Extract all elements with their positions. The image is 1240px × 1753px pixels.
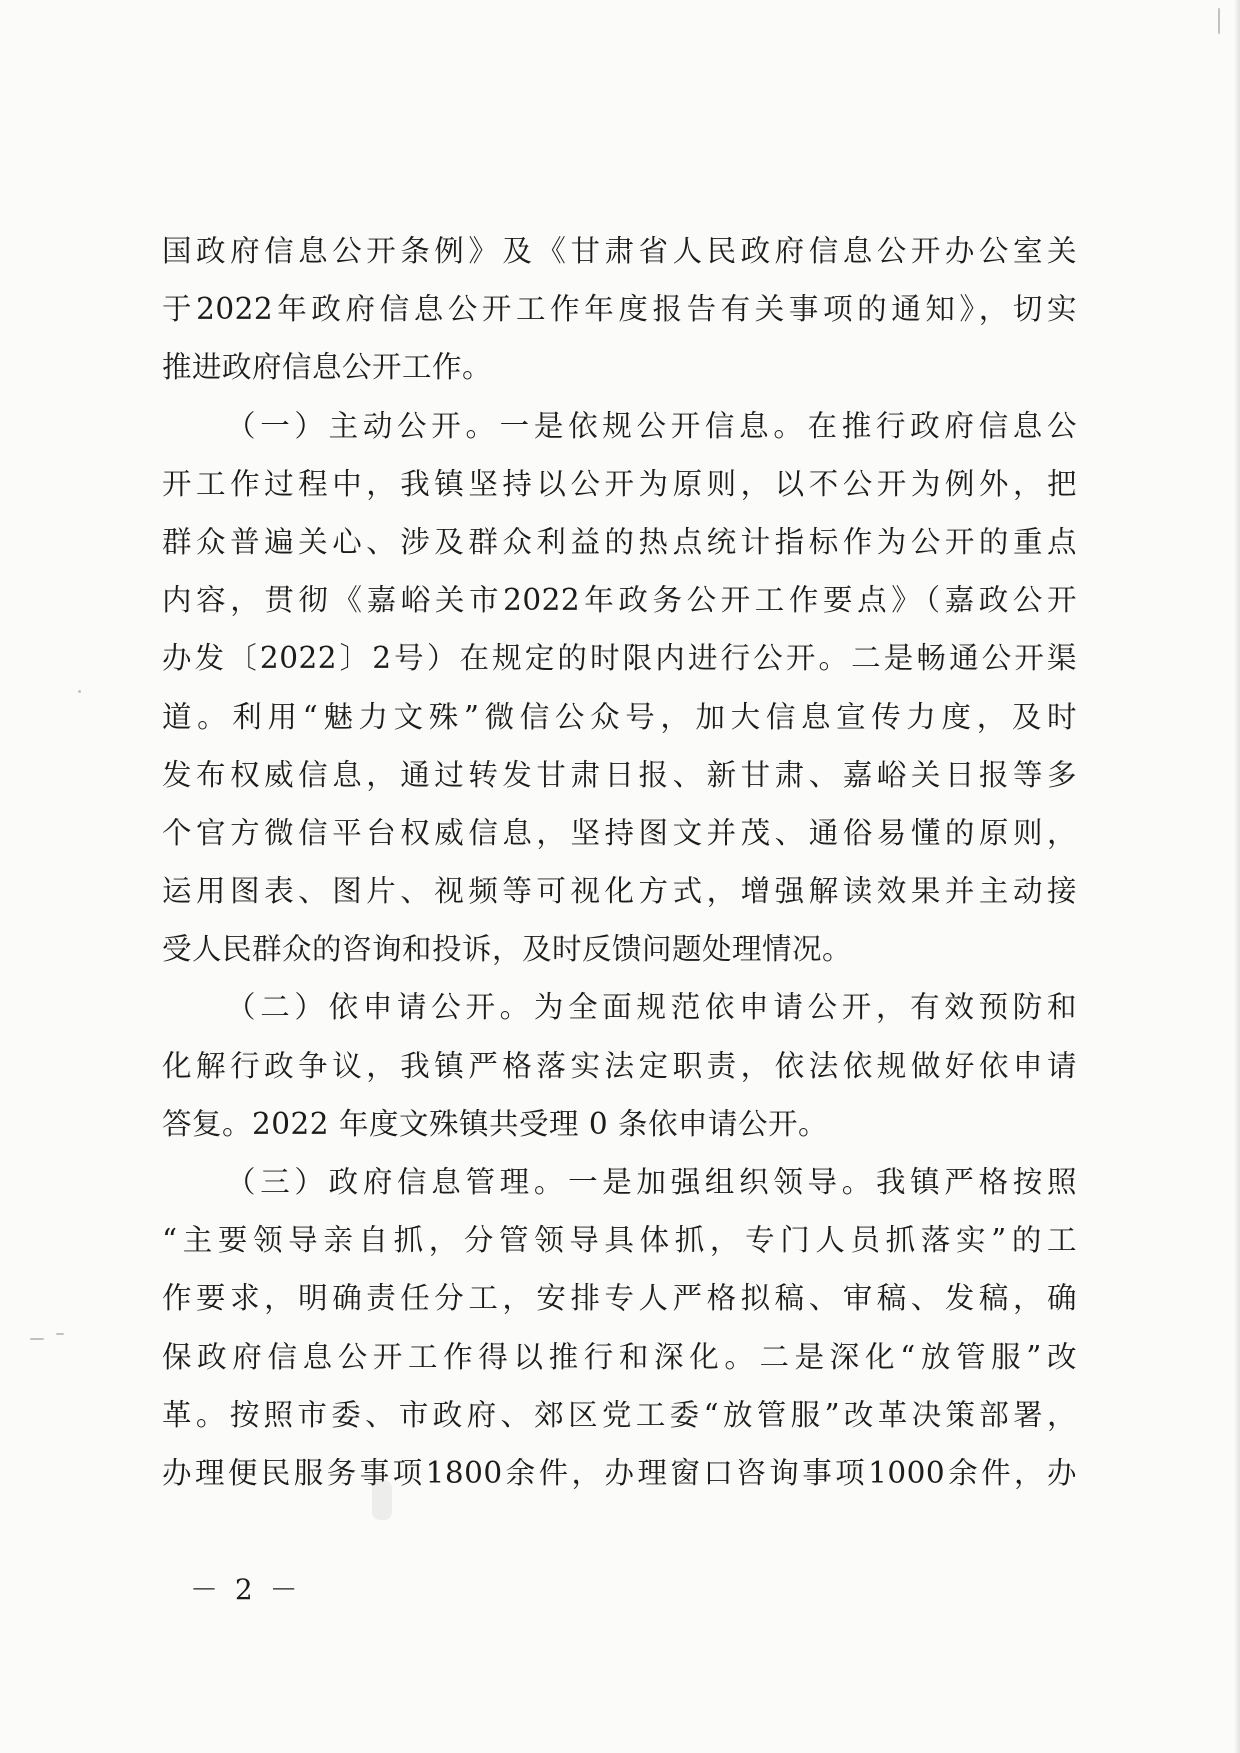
paragraph <box>162 397 1077 979</box>
text-line: 群众普遍关心、涉及群众利益的热点统计指标作为公开的重点 <box>162 524 1077 559</box>
text-line: （一）主动公开。一是依规公开信息。在推行政府信息公 <box>226 408 1077 443</box>
text-line: 保政府信息公开工作得以推行和深化。二是深化“放管服”改 <box>162 1339 1077 1374</box>
text-line: 革。按照市委、市政府、郊区党工委“放管服”改革决策部署， <box>162 1397 1077 1432</box>
text-line: （二）依申请公开。为全面规范依申请公开，有效预防和 <box>226 990 1077 1025</box>
text-line: 内容，贯彻《嘉峪关市2022年政务公开工作要点》（嘉政公开 <box>162 583 1077 618</box>
text-line: 作要求，明确责任分工，安排专人严格拟稿、审稿、发稿，确 <box>162 1281 1077 1316</box>
text-line: 于2022年政府信息公开工作年度报告有关事项的通知》，切实 <box>162 292 1077 327</box>
scan-speck <box>56 1333 64 1335</box>
page-number: － 2 － <box>190 1573 302 1606</box>
text-line: 办发〔2022〕2号）在规定的时限内进行公开。二是畅通公开渠 <box>162 641 1077 676</box>
text-line: 办理便民服务事项1800余件，办理窗口咨询事项1000余件，办 <box>162 1455 1077 1490</box>
scan-speck <box>1218 8 1220 34</box>
scan-speck <box>78 690 81 693</box>
text-line: 个官方微信平台权威信息，坚持图文并茂、通俗易懂的原则， <box>162 815 1077 850</box>
body-text <box>162 222 1077 1502</box>
text-line: （三）政府信息管理。一是加强组织领导。我镇严格按照 <box>226 1165 1077 1199</box>
text-line: 答复。2022 年度文殊镇共受理 0 条依申请公开。 <box>162 1106 828 1141</box>
paragraph <box>162 222 1077 397</box>
text-line: 化解行政争议，我镇严格落实法定职责，依法依规做好依申请 <box>162 1048 1077 1083</box>
text-line: 发布权威信息，通过转发甘肃日报、新甘肃、嘉峪关日报等多 <box>162 757 1077 792</box>
scan-speck <box>372 1480 392 1520</box>
text-line: 受人民群众的咨询和投诉，及时反馈问题处理情况。 <box>162 932 853 967</box>
text-line: 推进政府信息公开工作。 <box>162 350 493 385</box>
text-line: “主要领导亲自抓，分管领导具体抓，专门人员抓落实”的工 <box>162 1223 1077 1258</box>
paragraph <box>162 1153 1077 1502</box>
paragraph <box>162 978 1077 1153</box>
scan-edge-shadow <box>1234 0 1240 1753</box>
text-line: 道。利用“魅力文殊”微信公众号，加大信息宣传力度，及时 <box>162 699 1077 734</box>
text-line: 国政府信息公开条例》及《甘肃省人民政府信息公开办公室关 <box>162 234 1077 268</box>
text-line: 开工作过程中，我镇坚持以公开为原则，以不公开为例外，把 <box>162 466 1077 501</box>
text-line: 运用图表、图片、视频等可视化方式，增强解读效果并主动接 <box>162 874 1077 909</box>
scan-speck <box>30 1338 44 1340</box>
